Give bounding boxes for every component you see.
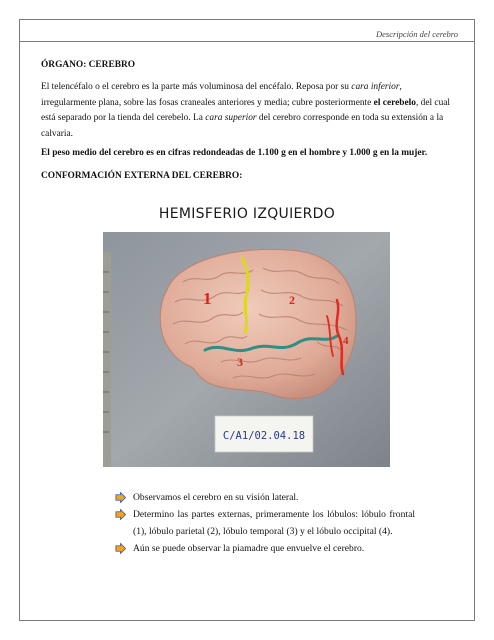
ruler xyxy=(103,252,111,467)
list-item xyxy=(115,540,415,557)
label-parietal: 2 xyxy=(289,293,295,307)
intro-text-2: , irregularmente plana, sobre las fosas craneales anteriores y media; cubre posteriormente xyxy=(41,82,402,108)
label-frontal: 1 xyxy=(203,289,212,308)
list-item xyxy=(115,489,415,506)
bullet-text: Determino las partes externas, primeramente los lóbulos: lóbulo frontal (1), lóbulo parietal (2), lóbulo temporal (3) y el lóbulo occipital (4). xyxy=(133,509,415,537)
intro-text-3: , del cual está separado por la tienda del cerebelo. La xyxy=(41,97,451,123)
running-header: Descripción del cerebro xyxy=(376,29,458,39)
intro-cara-inferior: cara inferior xyxy=(351,82,400,92)
bullet-text: Observamos el cerebro en su visión lateral. xyxy=(133,492,299,503)
arrow-bullet-icon xyxy=(115,543,126,554)
label-occipital: 4 xyxy=(343,335,349,347)
brain-photo xyxy=(103,232,390,467)
conformation-title: CONFORMACIÓN EXTERNA DEL CEREBRO: xyxy=(41,171,243,181)
intro-text-1: El telencéfalo o el cerebro es la parte más voluminosa del encéfalo. Reposa por su xyxy=(41,82,352,92)
list-item xyxy=(115,506,415,540)
specimen-tag-text: C/A1/02.04.18 xyxy=(222,430,306,442)
figure-title: HEMISFERIO IZQUIERDO xyxy=(158,206,336,222)
brain-photo-svg xyxy=(103,232,390,467)
bullet-text: Aún se puede observar la piamadre que envuelve el cerebro. xyxy=(133,543,365,554)
weight-statement: El peso medio del cerebro es en cifras redondeadas de 1.100 g en el hombre y 1.000 g en la mujer. xyxy=(41,148,428,158)
header-rule xyxy=(19,41,475,42)
intro-text-4: del cerebro corresponde en toda su extensión a la calvaria. xyxy=(41,113,444,139)
label-temporal: 3 xyxy=(237,355,243,369)
bullet-list xyxy=(115,489,415,557)
intro-paragraph xyxy=(41,80,453,142)
intro-cerebelo: el cerebelo xyxy=(373,97,416,108)
intro-cara-superior: cara superior xyxy=(205,113,257,123)
arrow-bullet-icon xyxy=(115,492,126,503)
organ-title: ÓRGANO: CEREBRO xyxy=(41,60,136,70)
arrow-bullet-icon xyxy=(115,509,126,520)
